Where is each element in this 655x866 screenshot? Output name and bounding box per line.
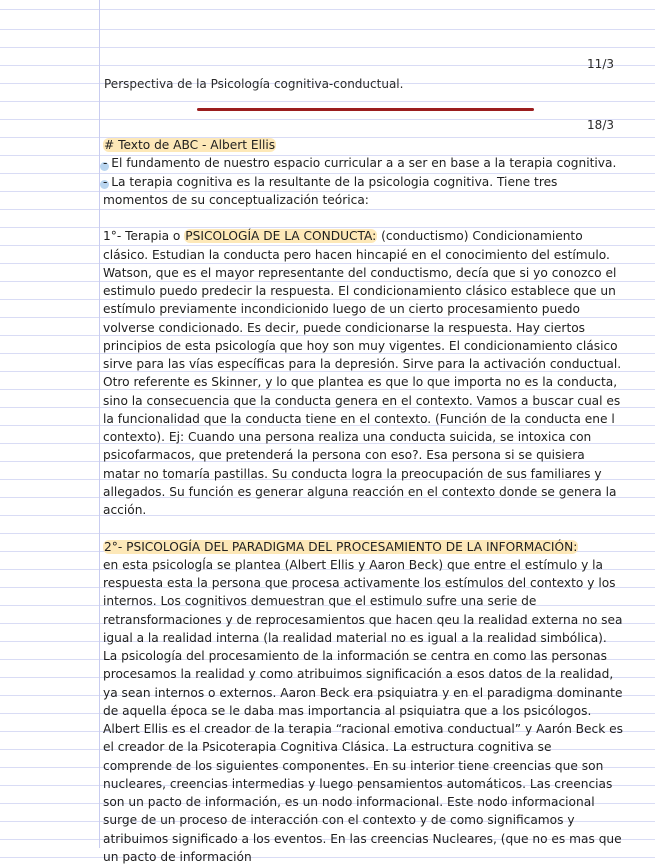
section-2-heading xyxy=(103,538,623,556)
bullet-item: - La terapia cognitiva es la resultante de la psicologia cognitiva. Tiene tres momentos de su conceptualización teórica: xyxy=(103,174,558,207)
section-2-body: en esta psicologĺa se plantea (Albert Ellis y Aaron Beck) que entre el estímulo y la respuesta esta la persona que procesa activamente los estímulos del contexto y los internos. Los cognitivos demuestran que el estimulo sufre una serie de retransformaciones y de reprocesamientos que hacen qeu la realidad externa no sea igual a la realidad interna (la realidad material no es igual a la realidad simbólica). La psicología del procesamiento de la información se centra en como las personas procesamos la realidad y como atribuimos significación a esos datos de la realidad, ya sean internos o externos. Aaron Beck era psiquiatra y en el paradigma dominante de aquella época se le daba mas importancia al psiquiatra que a los psicólogos. Albert Ellis es el creador de la terapia “racional emotiva conductual” y Aarón Beck es el creador de la Psicoterapia Cognitiva Clásica. La estructura cognitiva se comprende de los siguientes componentes. En su interior tiene creencias que son nucleares, creencias intermedias y luego pensamientos automáticos. Las creencias son un pacto de información, es un nodo informacional. Este nodo informacional surge de un proceso de interacción con el contexto y de como significamos y atribuimos significado a los eventos. En las creencias Nucleares, (que no es mas que un pacto de información xyxy=(103,557,624,864)
section-1-title: PSICOLOGÍA DE LA CONDUCTA: xyxy=(185,229,377,244)
blank-line xyxy=(103,519,623,537)
section-divider xyxy=(197,108,534,111)
date-label-2: 18/3 xyxy=(587,118,614,132)
heading-highlight: # Texto de ABC - Albert Ellis xyxy=(104,138,276,152)
date-label-1: 11/3 xyxy=(587,57,614,71)
blank-line xyxy=(103,209,623,227)
section-2-title: 2°- PSICOLOGÍA DEL PARADIGMA DEL PROCESAMIENTO DE LA INFORMACIÓN: xyxy=(104,539,578,554)
note-heading xyxy=(103,136,623,154)
section-1-paragraph xyxy=(103,227,623,519)
section-1-body: (conductismo) Condicionamiento clásico. Estudian la conducta pero hacen hincapié en el conocimiento del estímulo. Watson, que es el mayor representante del conductismo, decía que si yo conozco el estimulo puedo predecir la respuesta. El condicionamiento clásico establece que un estímulo previamente incondicionido luego de un cierto procesamiento puedo volverse condicionado. Es decir, puede condicionarse la respuesta. Hay ciertos principios de esta psicología que hoy son muy vigentes. El condicionamiento clásico sirve para las vías específicas para la depresión. Sirve para la activación conductual. Otro referente es Skinner, y lo que plantea es que lo que importa no es la conducta, sino la consecuencia que la conducta genera en el contexto. Vamos a buscar cual es la funcionalidad que la conducta tiene en el contexto. (Función de la conducta ene l contexto). Ej: Cuando una persona realiza una conducta suicida, se intoxica con psicofarmacos, que pretenderá la persona con eso?. Esa persona si se quisiera matar no tomaría pastillas. Su conducta logra la preocupación de sus familiares y allegados. Su función es generar alguna reacción en el contexto donde se genera la acción. xyxy=(103,229,622,517)
subject-title: Perspectiva de la Psicología cognitiva-conductual. xyxy=(104,77,404,91)
note-content xyxy=(103,136,623,866)
section-1-prefix: 1°- Terapia o xyxy=(103,229,185,244)
bullet-item: - El fundamento de nuestro espacio curricular a a ser en base a la terapia cognitiva. xyxy=(103,156,617,171)
